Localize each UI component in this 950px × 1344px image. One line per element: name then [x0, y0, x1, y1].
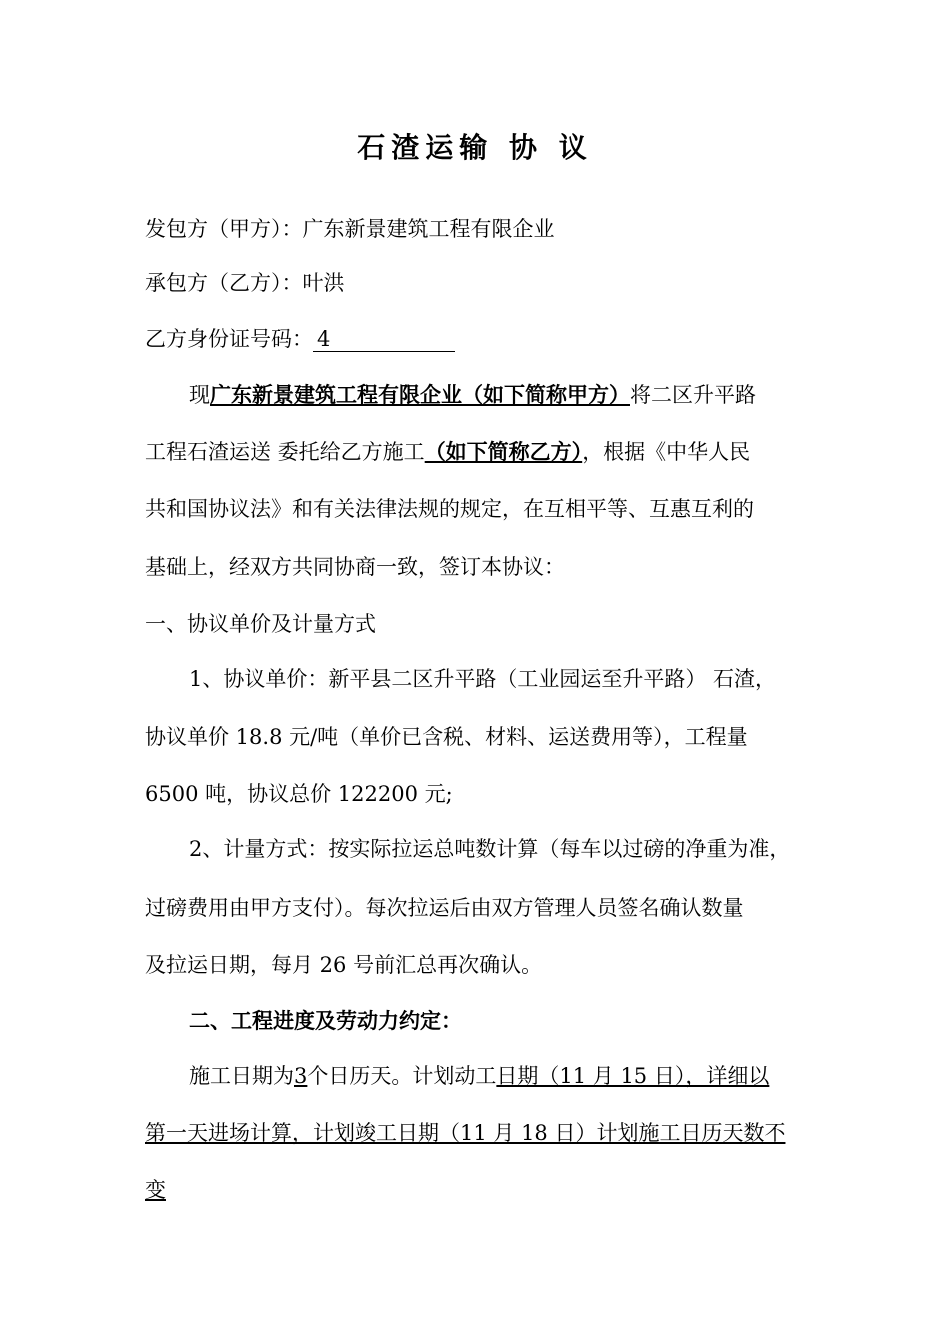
document-title: 石渣运输 协 议 — [357, 131, 593, 164]
party-a-abbreviation: 广东新景建筑工程有限企业（如下简称甲方） — [210, 382, 630, 407]
price-paragraph-line-1: 1、协议单价：新平县二区升平路（工业园运至升平路） 石渣， — [189, 667, 777, 691]
intro-text: 工程石渣运送 委托给乙方施工 — [145, 440, 425, 464]
party-a-label: 发包方（甲方）： — [145, 217, 303, 241]
intro-line-1 — [189, 380, 756, 410]
party-a-line — [145, 214, 555, 244]
start-date-text: 日期（11 月 15 日），详细以 — [496, 1064, 770, 1088]
intro-text: 将二区升平路 — [630, 383, 756, 407]
party-b-line — [145, 268, 345, 298]
schedule-line-3: 变 — [145, 1178, 166, 1202]
measurement-paragraph-line-1: 2、计量方式：按实际拉运总吨数计算（每车以过磅的净重为准， — [189, 837, 791, 861]
intro-text: 现 — [189, 383, 210, 407]
party-b-label: 承包方（乙方）： — [145, 271, 303, 295]
measurement-paragraph-line-3: 及拉运日期，每月 26 号前汇总再次确认。 — [145, 953, 543, 977]
id-number-label: 乙方身份证号码： — [145, 327, 313, 351]
intro-line-4: 基础上，经双方共同协商一致，签订本协议： — [145, 555, 565, 579]
section-1-heading: 一、协议单价及计量方式 — [145, 612, 376, 636]
id-number-line — [145, 324, 455, 354]
price-paragraph-line-3: 6500 吨，协议总价 122200 元; — [145, 782, 453, 806]
construction-days: 3 — [294, 1064, 308, 1088]
intro-line-3: 共和国协议法》和有关法律法规的规定，在互相平等、互惠互利的 — [145, 497, 754, 521]
schedule-line-2: 第一天进场计算，计划竣工日期（11 月 18 日）计划施工日历天数不 — [145, 1121, 786, 1145]
party-b-value: 叶洪 — [302, 271, 345, 295]
intro-text: ，根据《中华人民 — [582, 440, 751, 464]
price-paragraph-line-2: 协议单价 18.8 元/吨（单价已含税、材料、运送费用等），工程量 — [145, 725, 748, 749]
party-a-value: 广东新景建筑工程有限企业 — [302, 217, 555, 241]
intro-line-2 — [145, 437, 750, 467]
schedule-text: 施工日期为 — [189, 1064, 294, 1088]
party-b-abbreviation: （如下简称乙方） — [424, 439, 583, 464]
schedule-text: 个日历天。计划动工 — [307, 1064, 497, 1088]
measurement-paragraph-line-2: 过磅费用由甲方支付）。每次拉运后由双方管理人员签名确认数量 — [145, 896, 744, 920]
schedule-line-1 — [189, 1061, 769, 1091]
section-2-heading: 二、工程进度及劳动力约定： — [189, 1008, 462, 1033]
id-number-field: 4 — [313, 327, 455, 352]
